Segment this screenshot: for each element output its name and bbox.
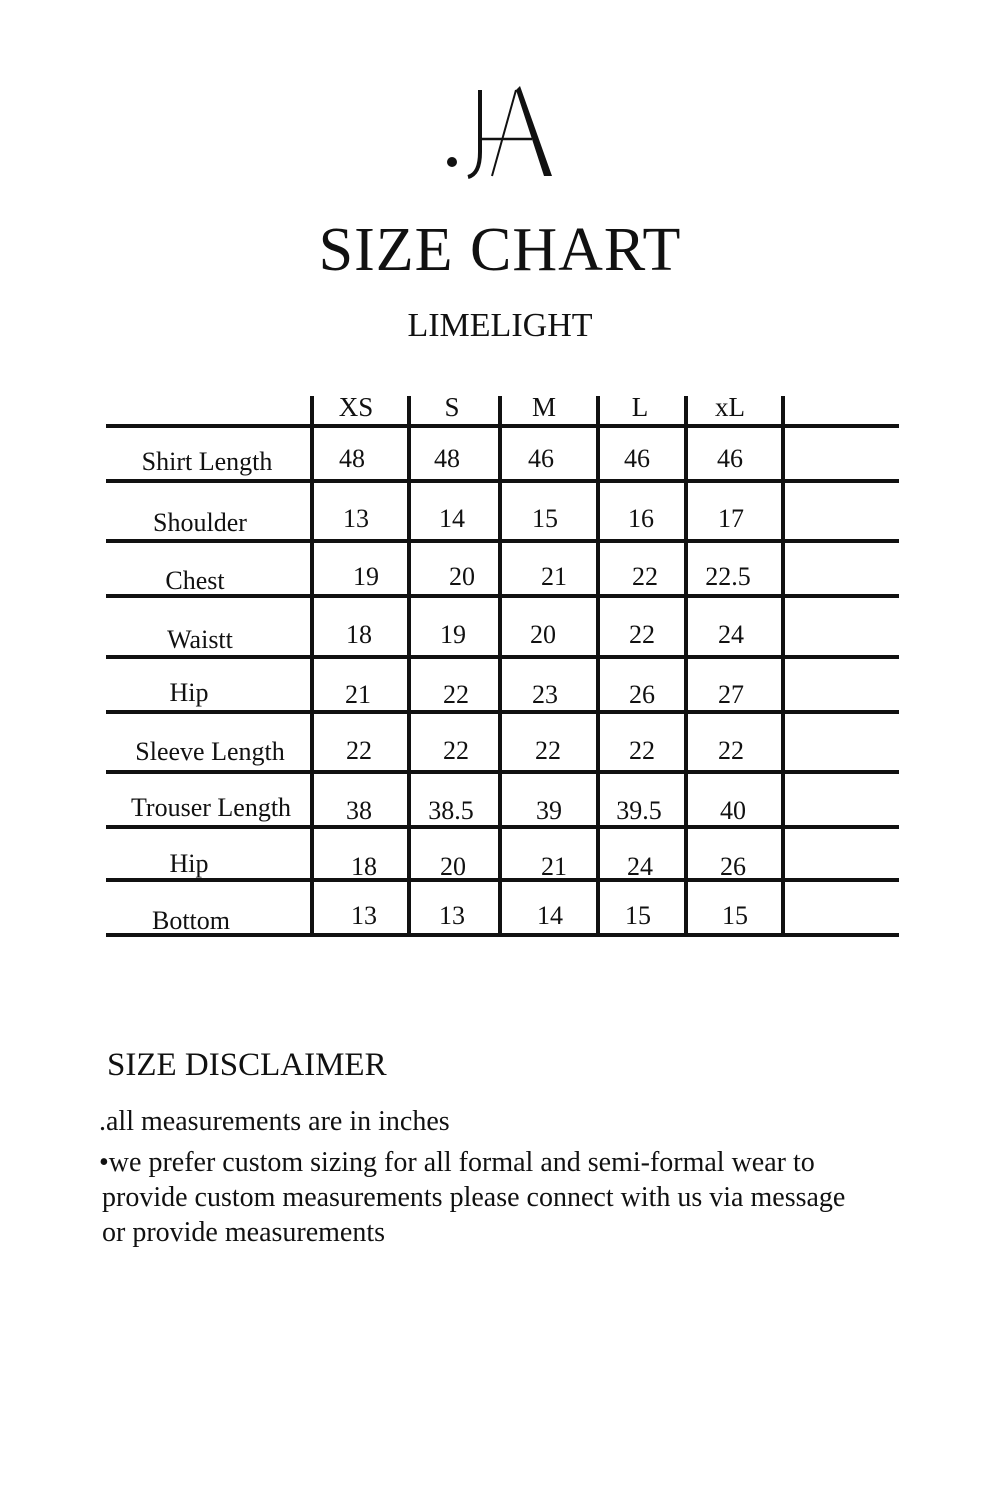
- table-cell: 24: [718, 620, 744, 649]
- column-header-xl: xL: [715, 392, 745, 422]
- table-cell: 39.5: [616, 796, 662, 825]
- column-header-m: M: [531, 392, 556, 422]
- row-label: Hip: [169, 678, 209, 707]
- table-cell: 18: [346, 620, 372, 649]
- row-label: Hip: [169, 849, 209, 878]
- disclaimer-line-custom-end: or provide measurements: [102, 1217, 386, 1248]
- table-cell: 13: [351, 901, 377, 930]
- table-cell: 14: [439, 504, 465, 533]
- table-cell: 19: [353, 562, 379, 591]
- table-cell: 26: [720, 852, 746, 881]
- row-label: Shirt Length: [141, 447, 273, 476]
- row-label: Chest: [165, 566, 225, 595]
- collection-name: LIMELIGHT: [407, 307, 593, 344]
- table-cell: 15: [625, 901, 651, 930]
- table-cell: 20: [530, 620, 556, 649]
- table-cell: 22: [718, 736, 744, 765]
- table-cell: 13: [439, 901, 465, 930]
- table-cell: 13: [343, 504, 369, 533]
- table-cell: 22: [632, 562, 658, 591]
- table-cell: 22: [629, 620, 655, 649]
- table-cell: 40: [720, 796, 746, 825]
- disclaimer-heading: SIZE DISCLAIMER: [107, 1047, 387, 1083]
- table-cell: 21: [345, 680, 371, 709]
- table-cell: 15: [532, 504, 558, 533]
- table-cell: 18: [351, 852, 377, 881]
- ja-monogram-logo-icon: [440, 82, 560, 182]
- table-cell: 17: [718, 504, 744, 533]
- table-cell: 48: [434, 444, 460, 473]
- table-cell: 16: [628, 504, 654, 533]
- table-cell: 23: [532, 680, 558, 709]
- table-cell: 22: [443, 736, 469, 765]
- table-cell: 22: [535, 736, 561, 765]
- table-cell: 22: [346, 736, 372, 765]
- disclaimer-line-units: .all measurements are in inches: [99, 1106, 450, 1137]
- table-cell: 46: [717, 444, 743, 473]
- row-label: Bottom: [151, 906, 230, 935]
- column-header-s: S: [444, 392, 460, 422]
- disclaimer-line-custom: •we prefer custom sizing for all formal and semi-formal wear to: [99, 1147, 815, 1178]
- table-cell: 22: [629, 736, 655, 765]
- table-cell: 21: [541, 852, 567, 881]
- table-cell: 24: [627, 852, 653, 881]
- row-label: Trouser Length: [130, 793, 292, 822]
- table-cell: 14: [537, 901, 563, 930]
- table-cell: 15: [722, 901, 748, 930]
- table-cell: 39: [536, 796, 562, 825]
- table-cell: 26: [629, 680, 655, 709]
- column-header-l: L: [631, 392, 649, 422]
- row-label: Shoulder: [153, 508, 247, 537]
- table-cell: 20: [449, 562, 475, 591]
- table-cell: 38: [346, 796, 372, 825]
- table-cell: 46: [624, 444, 650, 473]
- table-cell: 38.5: [428, 796, 474, 825]
- disclaimer-line-custom-cont: provide custom measurements please connect with us via message: [102, 1182, 846, 1213]
- table-cell: 20: [440, 852, 466, 881]
- table-cell: 27: [718, 680, 744, 709]
- table-cell: 22.5: [705, 562, 751, 591]
- row-label: Sleeve Length: [135, 737, 285, 766]
- table-cell: 48: [339, 444, 365, 473]
- page-title: SIZE CHART: [318, 216, 682, 284]
- table-cell: 19: [440, 620, 466, 649]
- column-header-xs: XS: [338, 392, 374, 422]
- row-label: Waistt: [167, 625, 233, 654]
- table-cell: 22: [443, 680, 469, 709]
- table-cell: 46: [528, 444, 554, 473]
- table-cell: 21: [541, 562, 567, 591]
